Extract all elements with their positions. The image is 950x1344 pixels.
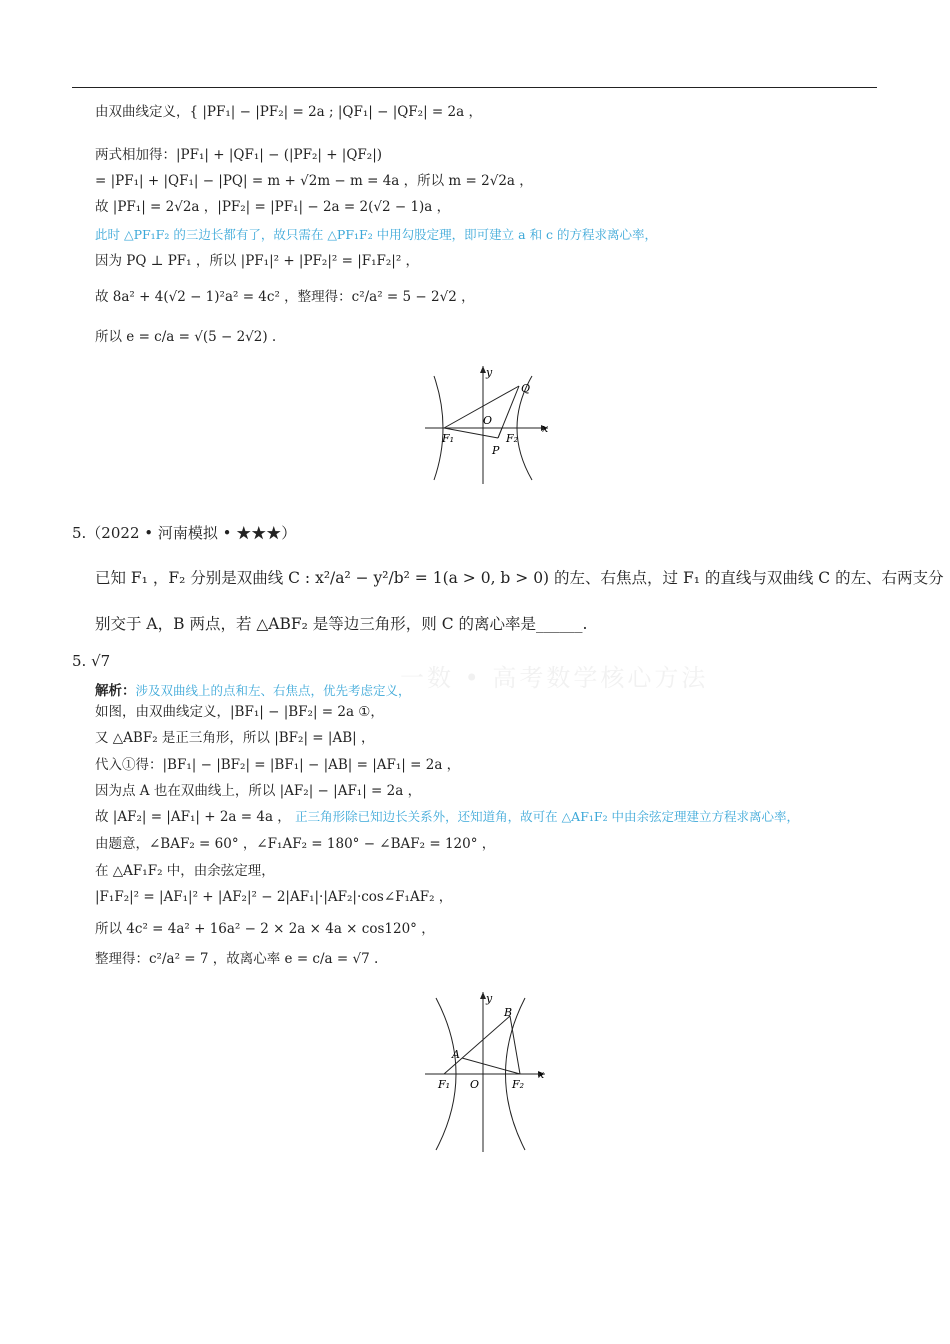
label-f1: F₁ (442, 432, 455, 445)
label-y: y (486, 366, 493, 379)
question-line-1: 已知 F₁ ，F₂ 分别是双曲线 C : x²/a² − y²/b² = 1(a > 0, b > 0) 的左、右焦点，过 F₁ 的直线与双曲线 C 的左、右两支分 (95, 569, 944, 587)
analysis-line-10: 整理得：c²/a² = 7 ，故离心率 e = c/a = √7 . (95, 951, 379, 967)
segment-f1-q (444, 386, 519, 428)
segment-p-f2 (498, 428, 502, 438)
analysis-line-8: |F₁F₂|² = |AF₁|² + |AF₂|² − 2|AF₁|·|AF₂|·cos∠F₁AF₂ ， (95, 889, 453, 905)
label-q: Q (521, 382, 531, 395)
top-rule (72, 87, 877, 88)
analysis-line-4: 因为点 A 也在双曲线上，所以 |AF₂| − |AF₁| = 2a ， (95, 783, 422, 799)
segment-a-f2 (462, 1058, 520, 1074)
analysis-line-5-text: 故 |AF₂| = |AF₁| + 2a = 4a ， (95, 809, 291, 825)
analysis-line-1: 如图，由双曲线定义，|BF₁| − |BF₂| = 2a ①， (95, 704, 384, 720)
label-f1: F₁ (438, 1078, 451, 1091)
analysis-line-5 (95, 808, 799, 826)
label-y: y (486, 992, 493, 1005)
text-line-5: 因为 PQ ⊥ PF₁ ，所以 |PF₁|² + |PF₂|² = |F₁F₂|² ， (95, 253, 420, 269)
segment-b-f2 (510, 1016, 520, 1074)
label-b: B (504, 1006, 513, 1019)
answer-number: 5. √7 (72, 652, 111, 670)
analysis-line-3: 代入①得：|BF₁| − |BF₂| = |BF₁| − |AB| = |AF₁| = 2a ， (95, 757, 461, 773)
hint-line-3: 正三角形除已知边长关系外，还知道角，故可在 △AF₁F₂ 中由余弦定理建立方程求离心率， (295, 809, 800, 824)
hint-line-1: 此时 △PF₁F₂ 的三边长都有了，故只需在 △PF₁F₂ 中用勾股定理，即可建立 a 和 c 的方程求离心率， (95, 227, 658, 242)
analysis-line-6: 由题意，∠BAF₂ = 60° ，∠F₁AF₂ = 180° − ∠BAF₂ = 120° ， (95, 836, 496, 852)
text-line-2: 两式相加得：|PF₁| + |QF₁| − (|PF₂| + |QF₂|) (95, 147, 383, 163)
analysis-label: 解析： (95, 683, 136, 699)
text-line-3: = |PF₁| + |QF₁| − |PQ| = m + √2m − m = 4a ，所以 m = 2√2a ， (95, 173, 533, 189)
text-line-1: 由双曲线定义，{ |PF₁| − |PF₂| = 2a ; |QF₁| − |QF₂| = 2a ， (95, 104, 482, 120)
analysis-line-9: 所以 4c² = 4a² + 16a² − 2 × 2a × 4a × cos120° ， (95, 921, 435, 937)
figure-2-hyperbola (420, 988, 555, 1156)
label-o: O (483, 414, 493, 427)
text-line-7: 所以 e = c/a = √(5 − 2√2) . (95, 329, 277, 345)
text-line-6: 故 8a² + 4(√2 − 1)²a² = 4c² ，整理得：c²/a² = 5 − 2√2 ， (95, 289, 475, 305)
label-o: O (470, 1078, 480, 1091)
analysis-line-7: 在 △AF₁F₂ 中，由余弦定理， (95, 863, 275, 879)
label-x: x (542, 422, 549, 435)
question-line-2: 别交于 A，B 两点，若 △ABF₂ 是等边三角形，则 C 的离心率是______. (95, 615, 588, 633)
analysis-line-0 (95, 682, 411, 700)
figure-1-hyperbola (420, 362, 555, 487)
label-a: A (452, 1048, 460, 1061)
segment-f1-b (444, 1016, 510, 1074)
question-heading: 5.（2022 • 河南模拟 • ★★★） (72, 524, 297, 542)
watermark: 一数 • 高考数学核心方法 (400, 664, 709, 692)
label-x: x (538, 1068, 545, 1081)
label-f2: F₂ (506, 432, 519, 445)
label-f2: F₂ (512, 1078, 525, 1091)
text-line-4: 故 |PF₁| = 2√2a ，|PF₂| = |PF₁| − 2a = 2(√2 − 1)a ， (95, 199, 451, 215)
hint-line-2: 涉及双曲线上的点和左、右焦点，优先考虑定义， (135, 683, 411, 698)
analysis-line-2: 又 △ABF₂ 是正三角形，所以 |BF₂| = |AB| ， (95, 730, 375, 746)
label-p: P (492, 444, 500, 457)
